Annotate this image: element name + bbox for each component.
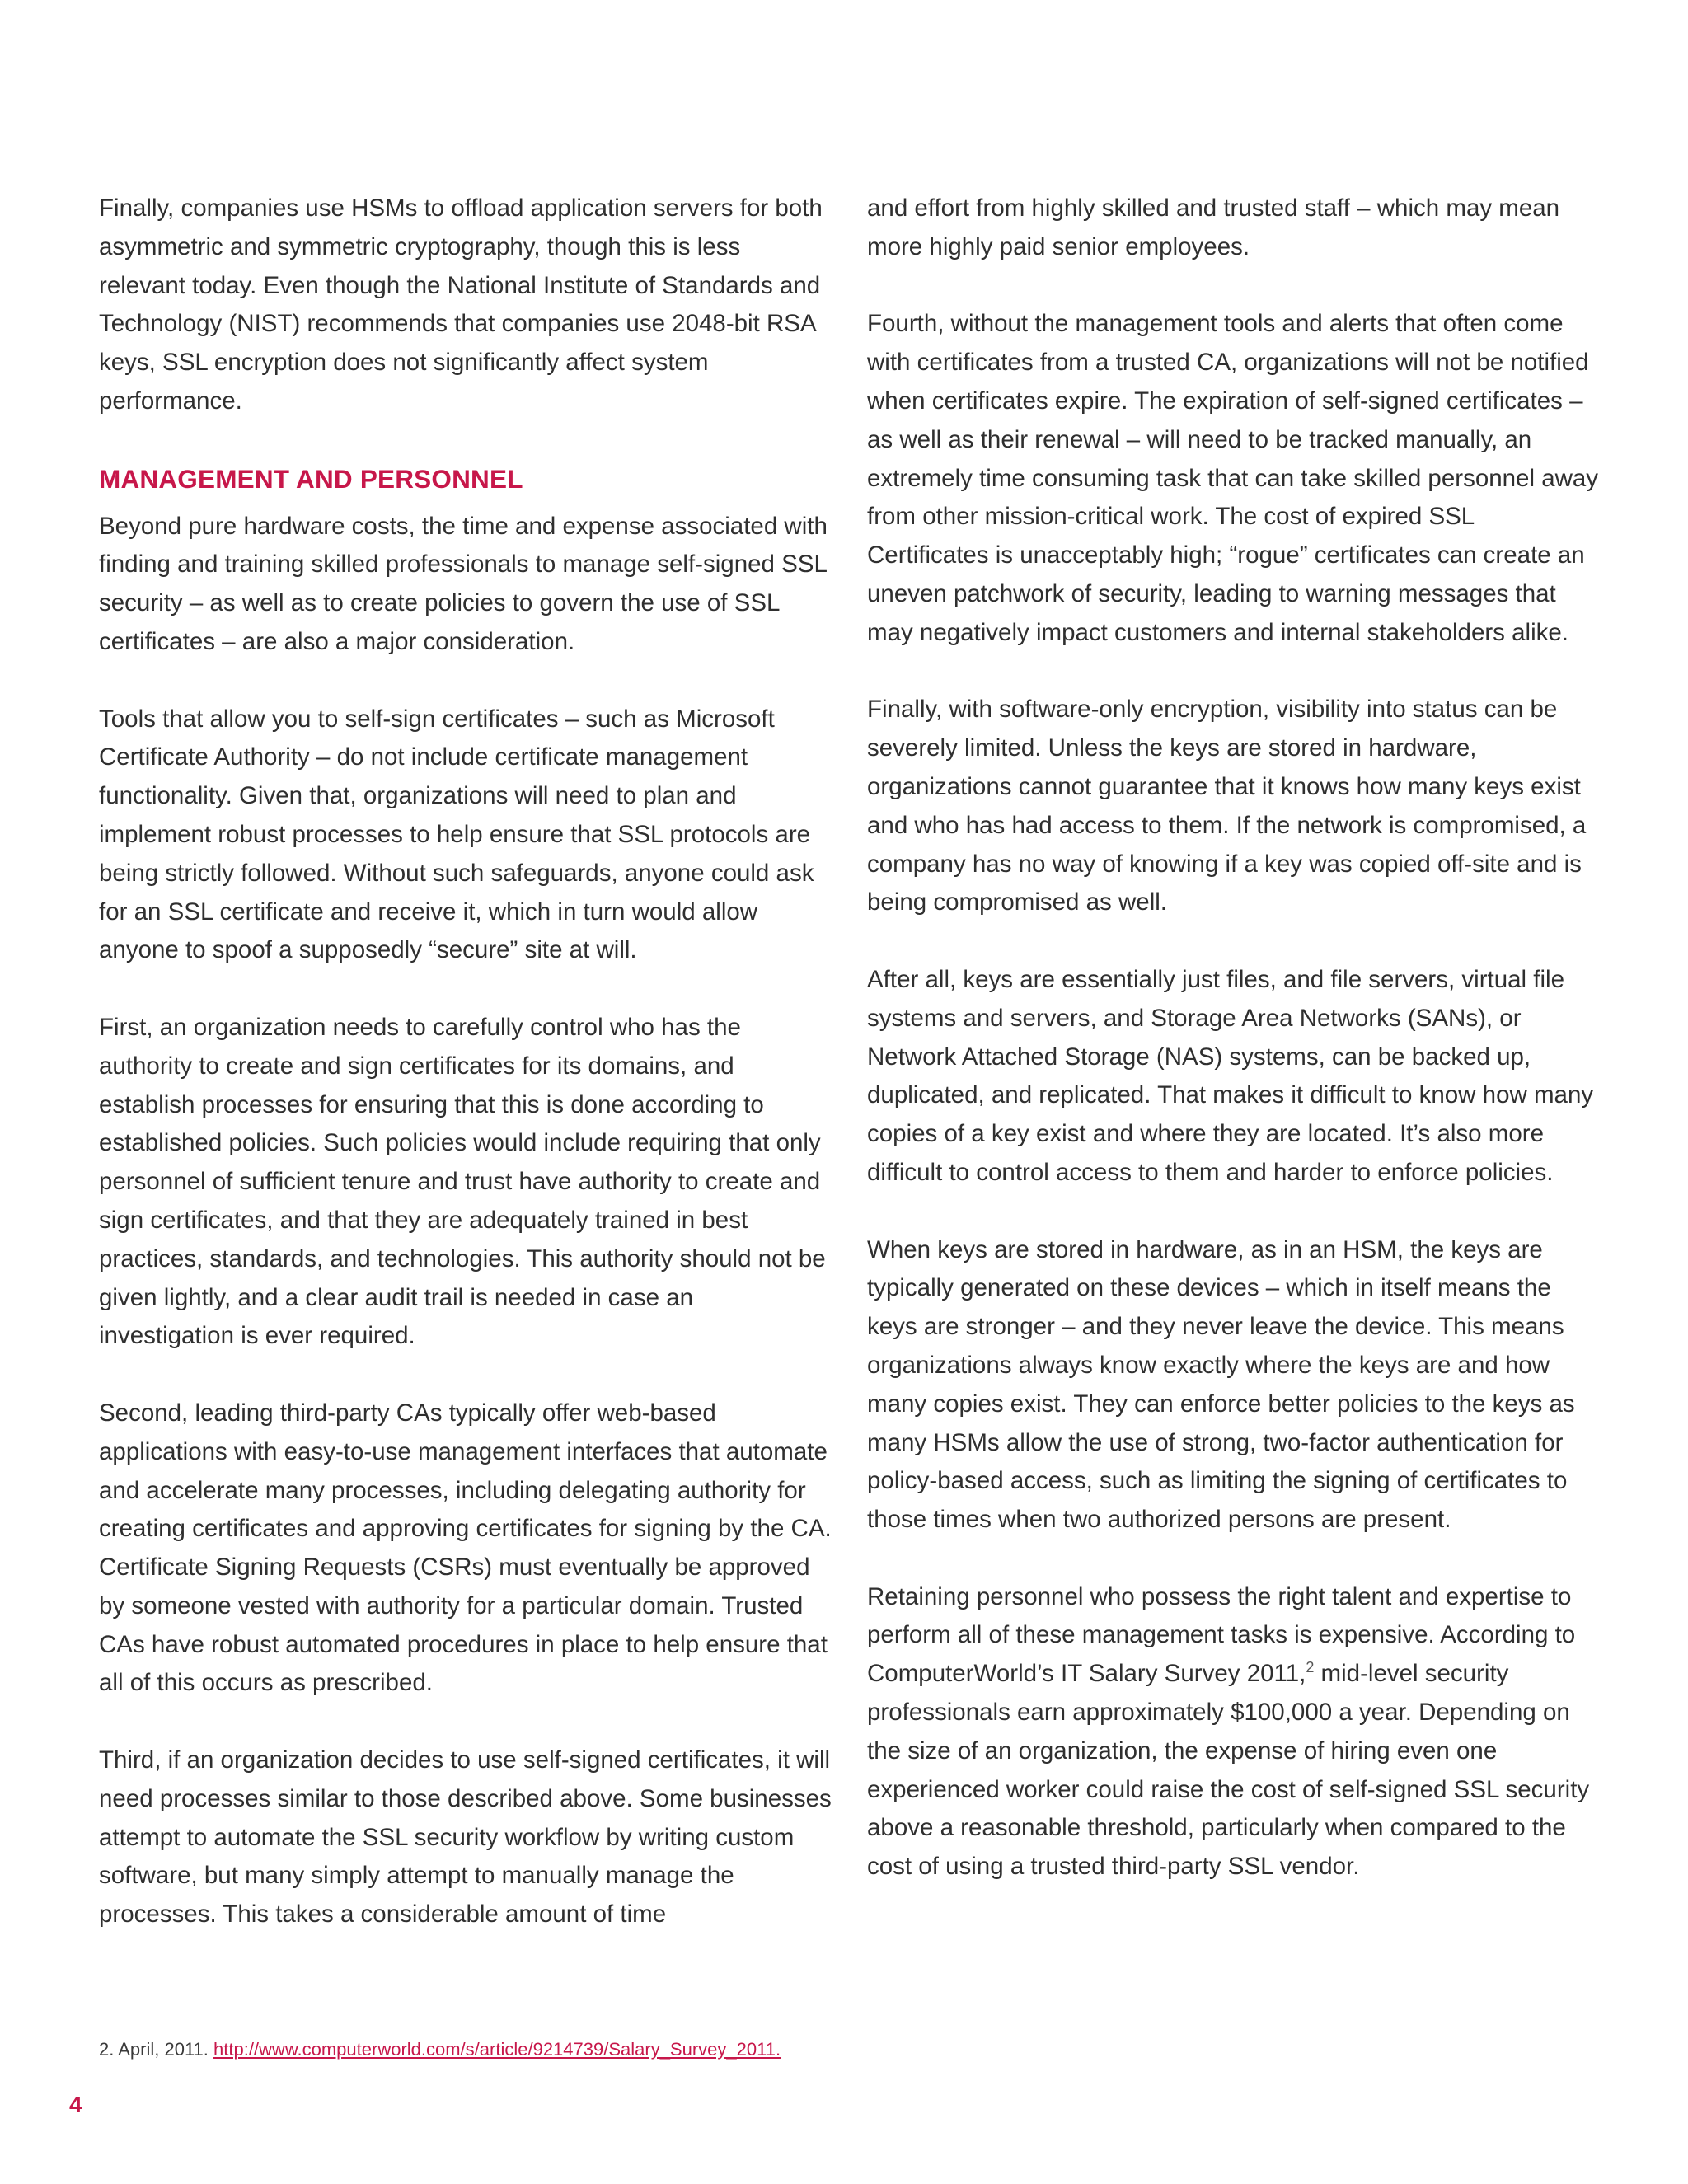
footnote-reference-2[interactable]: 2 xyxy=(1306,1659,1315,1676)
paragraph-retaining-personnel-start: Retaining personnel who possess the right talent and expertise to perform all of these management tasks is expensive. According to ComputerWorld’s IT Salary Survey 2011, xyxy=(867,1582,1576,1688)
right-column xyxy=(867,190,1601,1925)
paragraph-software-only-visibility: Finally, with software-only encryption, visibility into status can be severely limited. Unless the keys are stored in hardware, organizations cannot guarantee that it knows how many keys exist and who has had access to them. If the network is compromised, a company has no way of knowing if a key was copied off-site and is being compromised as well. xyxy=(867,696,1587,916)
paragraph-hsm-offload: Finally, companies use HSMs to offload application servers for both asymmetric and symmetric cryptography, though this is less relevant today. Even though the National Institute of Standards and Technology (NIST) recommends that companies use 2048-bit RSA keys, SSL encryption does not significantly affect system performance. xyxy=(99,194,823,415)
paragraph-second-third-party-cas: Second, leading third-party CAs typically offer web-based applications with easy-to-use management interfaces that automate and accelerate many processes, including delegating authority for creating certificates and approving certificates for signing by the CA. Certificate Signing Requests (CSRs) must eventually be approved by someone vested with authority for a particular domain. Trusted CAs have robust automated procedures in place to help ensure that all of this occurs as prescribed. xyxy=(99,1399,832,1697)
paragraph-first-control-authority: First, an organization needs to carefully control who has the authority to create and sign certificates for its domains, and establish processes for ensuring that this is done according to established policies. Such policies would include requiring that only personnel of sufficient tenure and trust have authority to create and sign certificates, and that they are adequately trained in best practices, standards, and technologies. This authority should not be given lightly, and a clear audit trail is needed in case an investigation is ever required. xyxy=(99,1013,826,1350)
paragraph-effort-staff: and effort from highly skilled and trusted staff – which may mean more highly paid senior employees. xyxy=(867,194,1560,260)
paragraph-retaining-personnel xyxy=(867,1578,1601,1886)
paragraph-keys-in-hardware: When keys are stored in hardware, as in an HSM, the keys are typically generated on these devices – which in itself means the keys are stronger – and they never leave the device. This means organizations always know exactly where the keys are and how many copies exist. They can enforce better policies to the keys as many HSMs allow the use of strong, two-factor authentication for policy-based access, such as limiting the signing of certificates to those times when two authorized persons are present. xyxy=(867,1235,1575,1534)
paragraph-self-sign-tools: Tools that allow you to self-sign certificates – such as Microsoft Certificate Authority – do not include certificate management functionality. Given that, organizations will need to plan and implement robust processes to help ensure that SSL protocols are being strictly followed. Without such safeguards, anyone could ask for an SSL certificate and receive it, which in turn would allow anyone to spoof a supposedly “secure” site at will. xyxy=(99,705,814,964)
paragraph-third-self-signed-processes: Third, if an organization decides to use self-signed certificates, it will need processes similar to those described above. Some businesses attempt to automate the SSL security workflow by writing custom software, but many simply attempt to manually manage the processes. This takes a considerable amount of time xyxy=(99,1746,832,1929)
footnote-link[interactable]: http://www.computerworld.com/s/article/9214739/Salary_Survey_2011. xyxy=(213,2039,781,2060)
paragraph-retaining-personnel-end: mid-level security professionals earn approximately $100,000 a year. Depending on the size of an organization, the expense of hiring even one experienced worker could raise the cost of self-signed SSL security above a reasonable threshold, particularly when compared to the cost of using a trusted third-party SSL vendor. xyxy=(867,1660,1590,1881)
footnote xyxy=(99,2037,781,2062)
paragraph-keys-are-files: After all, keys are essentially just files, and file servers, virtual file systems and servers, and Storage Area Networks (SANs), or Network Attached Storage (NAS) systems, can be backed up, duplicated, and replicated. That makes it difficult to know how many copies of a key exist and where they are located. It’s also more difficult to control access to them and harder to enforce policies. xyxy=(867,965,1594,1186)
section-heading-management-personnel: MANAGEMENT AND PERSONNEL xyxy=(99,463,523,494)
paragraph-fourth-management-tools: Fourth, without the management tools and alerts that often come with certificates from a trusted CA, organizations will not be notified when certificates expire. The expiration of self-signed certificates – as well as their renewal – will need to be tracked manually, an extremely time consuming task that can take skilled personnel away from other mission-critical work. The cost of expired SSL Certificates is unacceptably high; “rogue” certificates can create an uneven patchwork of security, leading to warning messages that may negatively impact customers and internal stakeholders alike. xyxy=(867,310,1599,646)
footnote-label: 2. April, 2011. xyxy=(99,2039,214,2060)
paragraph-hardware-costs: Beyond pure hardware costs, the time and expense associated with finding and training skilled professionals to manage self-signed SSL security – as well as to create policies to govern the use of SSL certificates – are also a major consideration. xyxy=(99,512,828,655)
left-column xyxy=(99,190,832,1973)
page-number: 4 xyxy=(69,2092,82,2117)
